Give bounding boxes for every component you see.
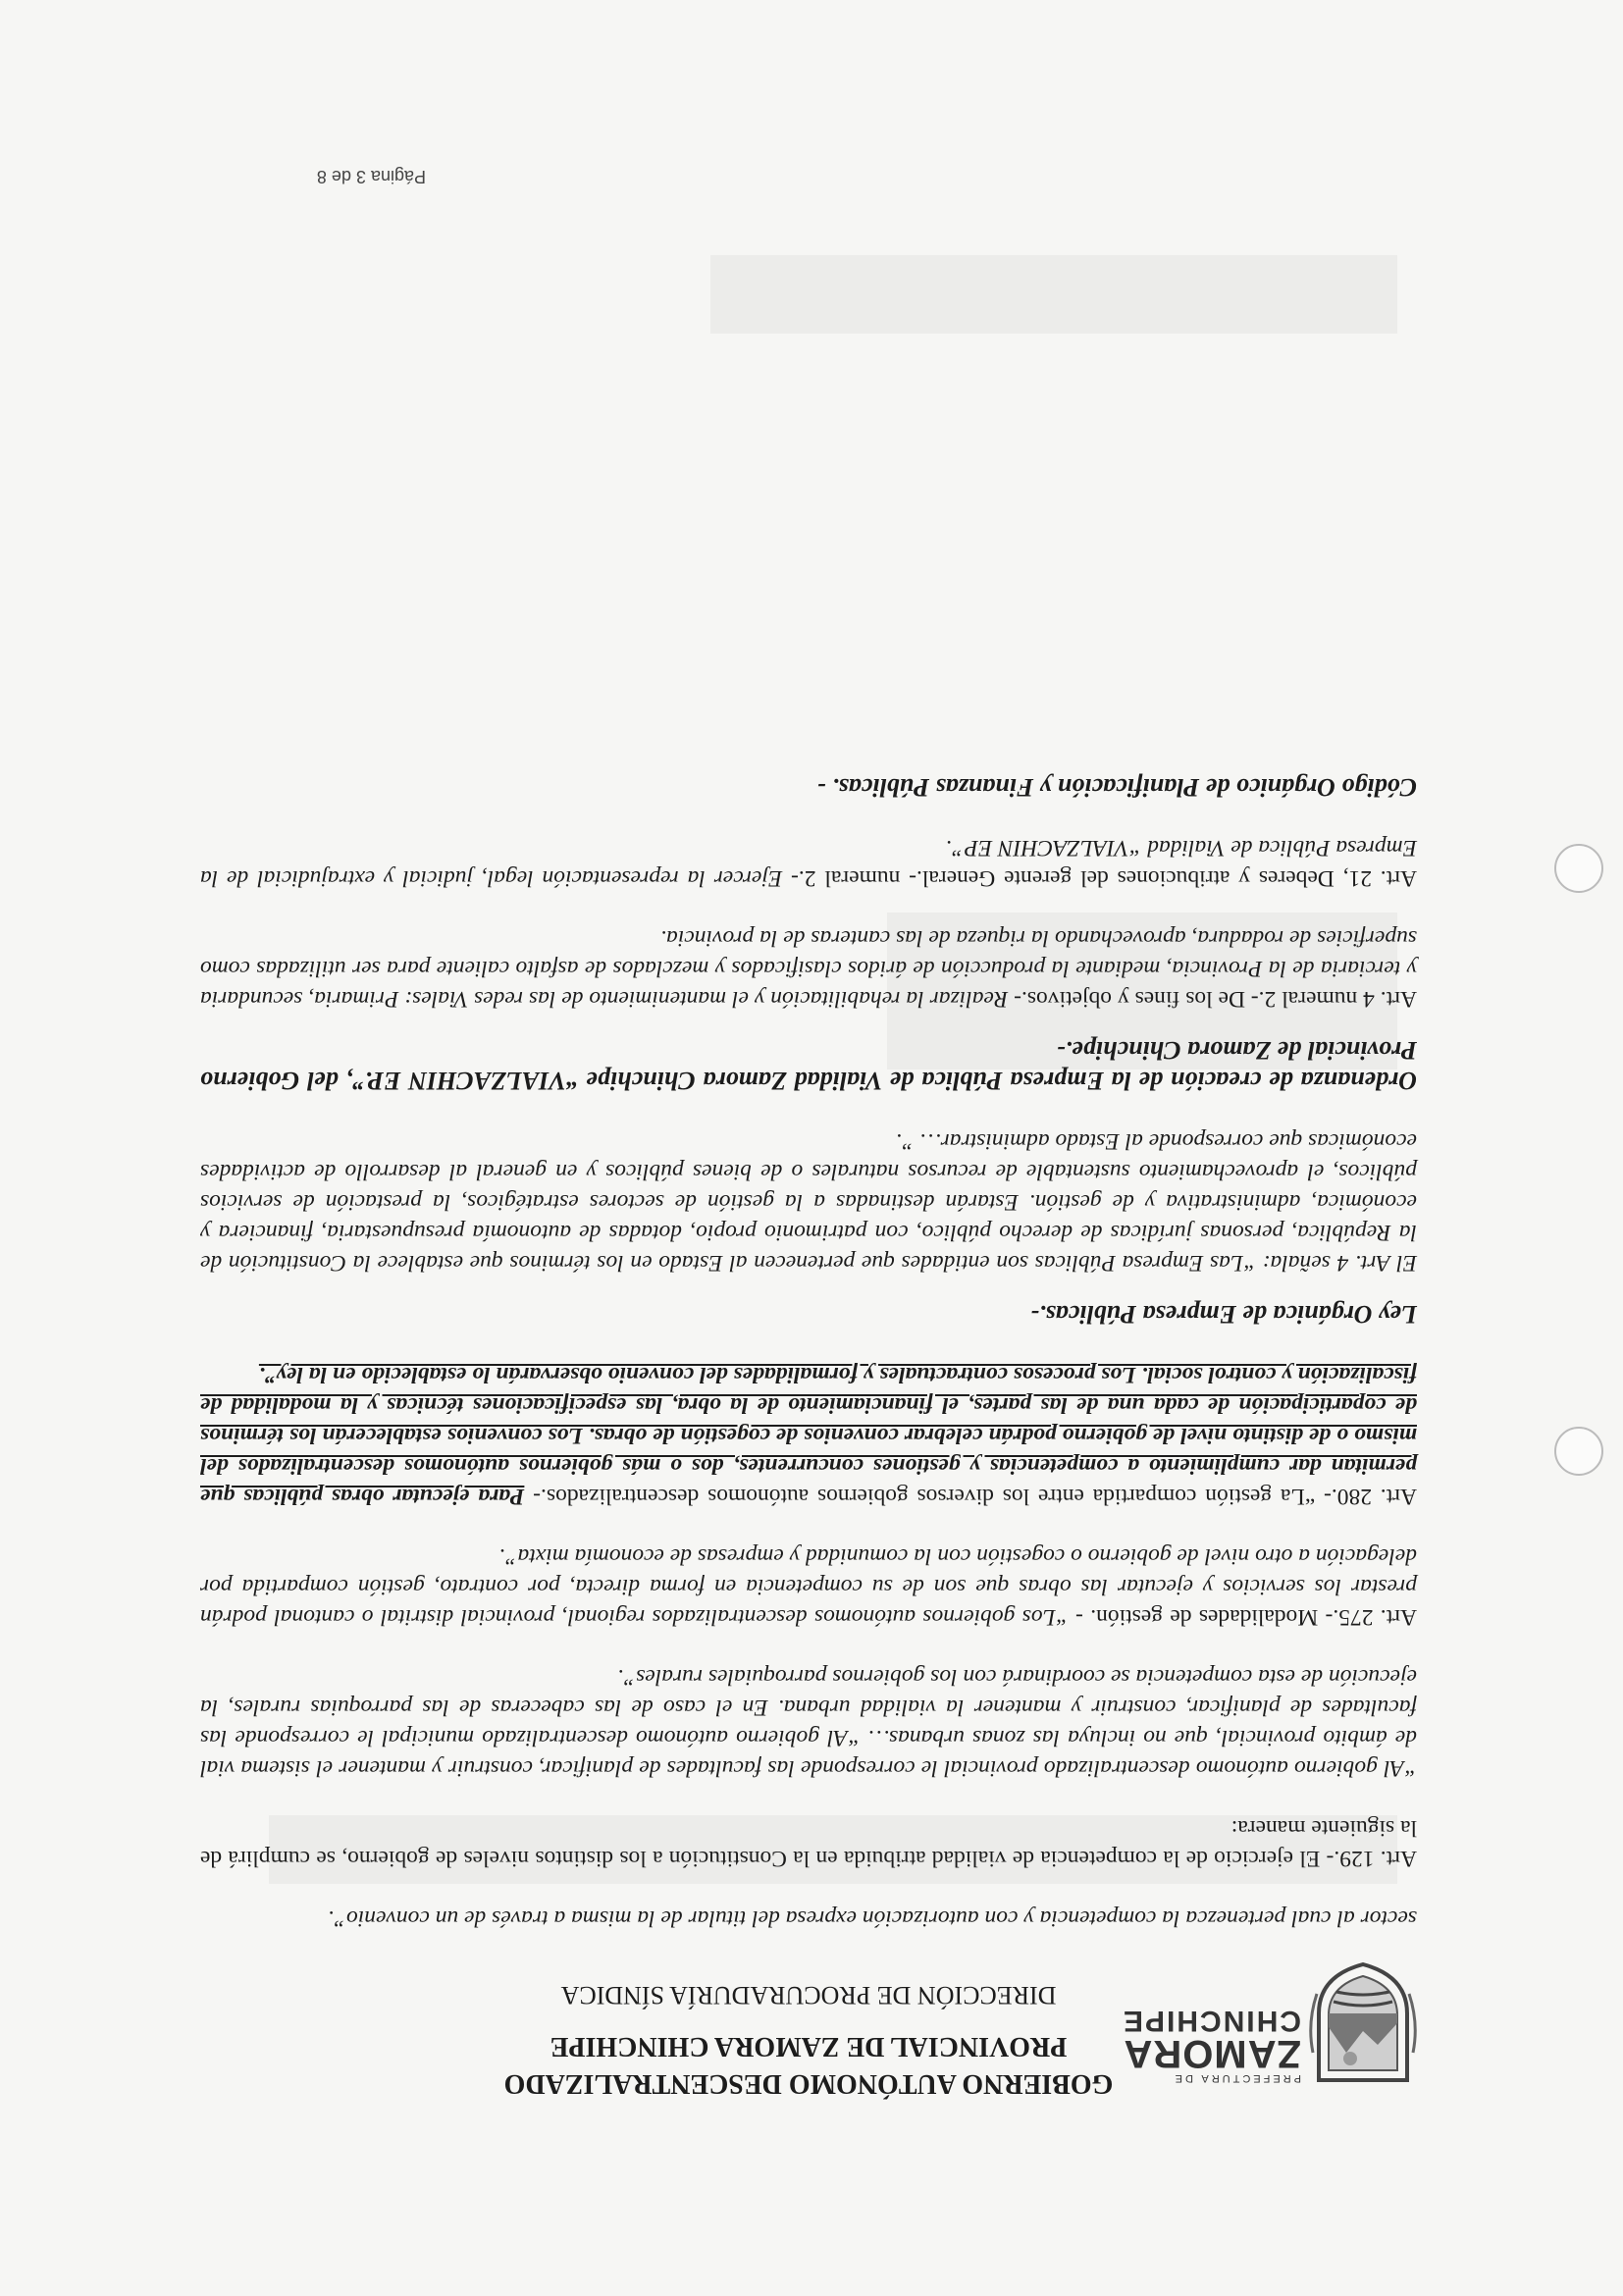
art-4-quote: “Las Empresa Públicas son entidades que pertenecen al Estado en los términos que establece la Constitución de la República, personas jurídicas de derecho público, con patrimonio propio, dotadas de autonomía presupuestaria, financiera y económica, administrativa y de gestión. Estarán destinadas a la gestión de sectores estratégicos, la prestación de servicios públicos, el aprovechamiento sustentable de recursos naturales o de bienes públicos y en general al desarrollo de actividades económicas que corresponde al Estado administrar… ”. [200,1128,1417,1276]
art-275-label: Art. 275.- Modalidades de gestión. - [1068,1604,1417,1630]
paragraph-art-4 [200,1125,1417,1278]
art-21-label: Art. 21, Deberes y atribuciones del gerente General.- numeral 2.- [782,865,1417,891]
department-subtitle: DIRECCIÓN DE PROCURADURÍA SÍNDICA [560,1981,1057,2009]
logo-word-zamora: ZAMORA [1123,2032,1301,2075]
paragraph-art-21 [200,832,1417,893]
logo-wordmark [1121,2005,1301,2084]
paragraph-art-280 [200,1359,1417,1511]
title-line-2: PROVINCIAL DE ZAMORA CHINCHIPE [550,2031,1068,2061]
paragraph-art-129: Art. 129.- El ejercicio de la competencia de vialidad atribuida en la Constitución a los distintos niveles de gobierno, se cumplirá de la siguiente manera: [200,1815,1417,1871]
art-4-numeral-text: Realizar la rehabilitación y el mantenimiento de las redes Viales: Primaria, secundaria y terciaria de la Provincia, mediante la producción de áridos clasificados y mezclados de asfalto caliente para ser utilizadas como superficies de rodadura, aprovechando la riqueza de las canteras de la provincia. [200,925,1417,1012]
art-21-text: Ejercer la representación legal, judicial y extrajudicial de la Empresa Pública de Vialidad “VIALZACHIN EP”. [200,835,1417,891]
paragraph-vialidad-quote: “Al gobierno autónomo descentralizado provincial le corresponde las facultades de planificar, construir y mantener el sistema vial de ámbito provincial, que no incluya las zonas urbanas… “Al gobierno autónomo descentralizado municipal le corresponde las facultades de planificar, construir y mantener la vialidad urbana. En el caso de las cabeceras de las parroquias rurales, la ejecución de esta competencia se coordinará con los gobiernos parroquiales rurales”. [200,1664,1417,1781]
paragraph-convenio: sector al cual pertenezca la competencia y con autorización expresa del titular de la misma a través de un convenio”. [328,1905,1417,1931]
punch-hole [1554,1427,1603,1476]
art-280-label: Art. 280.- “La gestión compartida entre los diversos gobiernos autónomos descentralizados.- [524,1484,1417,1509]
coat-of-arms-icon [1309,1959,1417,2092]
page-number: Página 3 de 8 [316,167,426,186]
heading-ordenanza: Ordenanza de creación de la Empresa Pública de Vialidad Zamora Chinchipe “VIALZACHIN EP.”, del Gobierno Provincial de Zamora Chinchipe.- [200,1036,1417,1095]
letterhead [200,1935,1417,2102]
document-body [200,751,1417,1933]
punch-hole [1554,844,1603,893]
bleed-through-shadow [710,255,1397,334]
title-line-1: GOBIERNO AUTÓNOMO DESCENTRALIZADO [503,2068,1114,2099]
art-275-quote: “Los gobiernos autónomos descentralizados regional, provincial distrital o cantonal podrán prestar los servicios y ejecutar las obras que son de su competencia en forma directa, por contrato, gestión compartida por delegación a otro nivel de gobierno o cogestión con la comunidad y empresas de economía mixta”. [200,1543,1417,1630]
paragraph-art-4-numeral-2 [200,922,1417,1014]
art-280-quote: Para ejecutar obras públicas que permitan dar cumplimiento a competencias y gestiones concurrentes, dos o más gobiernos autónomos descentralizados del mismo o de distinto nivel de gobierno podrán celebrar convenios de cogestión de obras. Los convenios establecerán los términos de coparticipación de cada una de las partes, el financiamiento de la obra, las especificaciones técnicas y la modalidad de fiscalización y control social. Los procesos contractuales y formalidades del convenio observarán lo establecido en la ley”. [200,1362,1417,1509]
art-4-numeral-label: Art. 4 numeral 2.- De los fines y objetivos.- [1008,986,1417,1012]
heading-codigo-organico: Código Orgánico de Planificación y Finanzas Públicas. - [816,773,1417,802]
logo-word-chinchipe: CHINCHIPE [1121,2005,1301,2037]
prefecture-logo [1121,1955,1417,2092]
paragraph-art-275 [200,1540,1417,1632]
institution-title [495,1976,1123,2102]
heading-ley-organica: Ley Orgánica de Empresa Públicas.- [1030,1300,1417,1329]
logo-caption: PREFECTURA DE [1172,2072,1301,2084]
art-4-label: El Art. 4 señala: [1255,1250,1417,1276]
